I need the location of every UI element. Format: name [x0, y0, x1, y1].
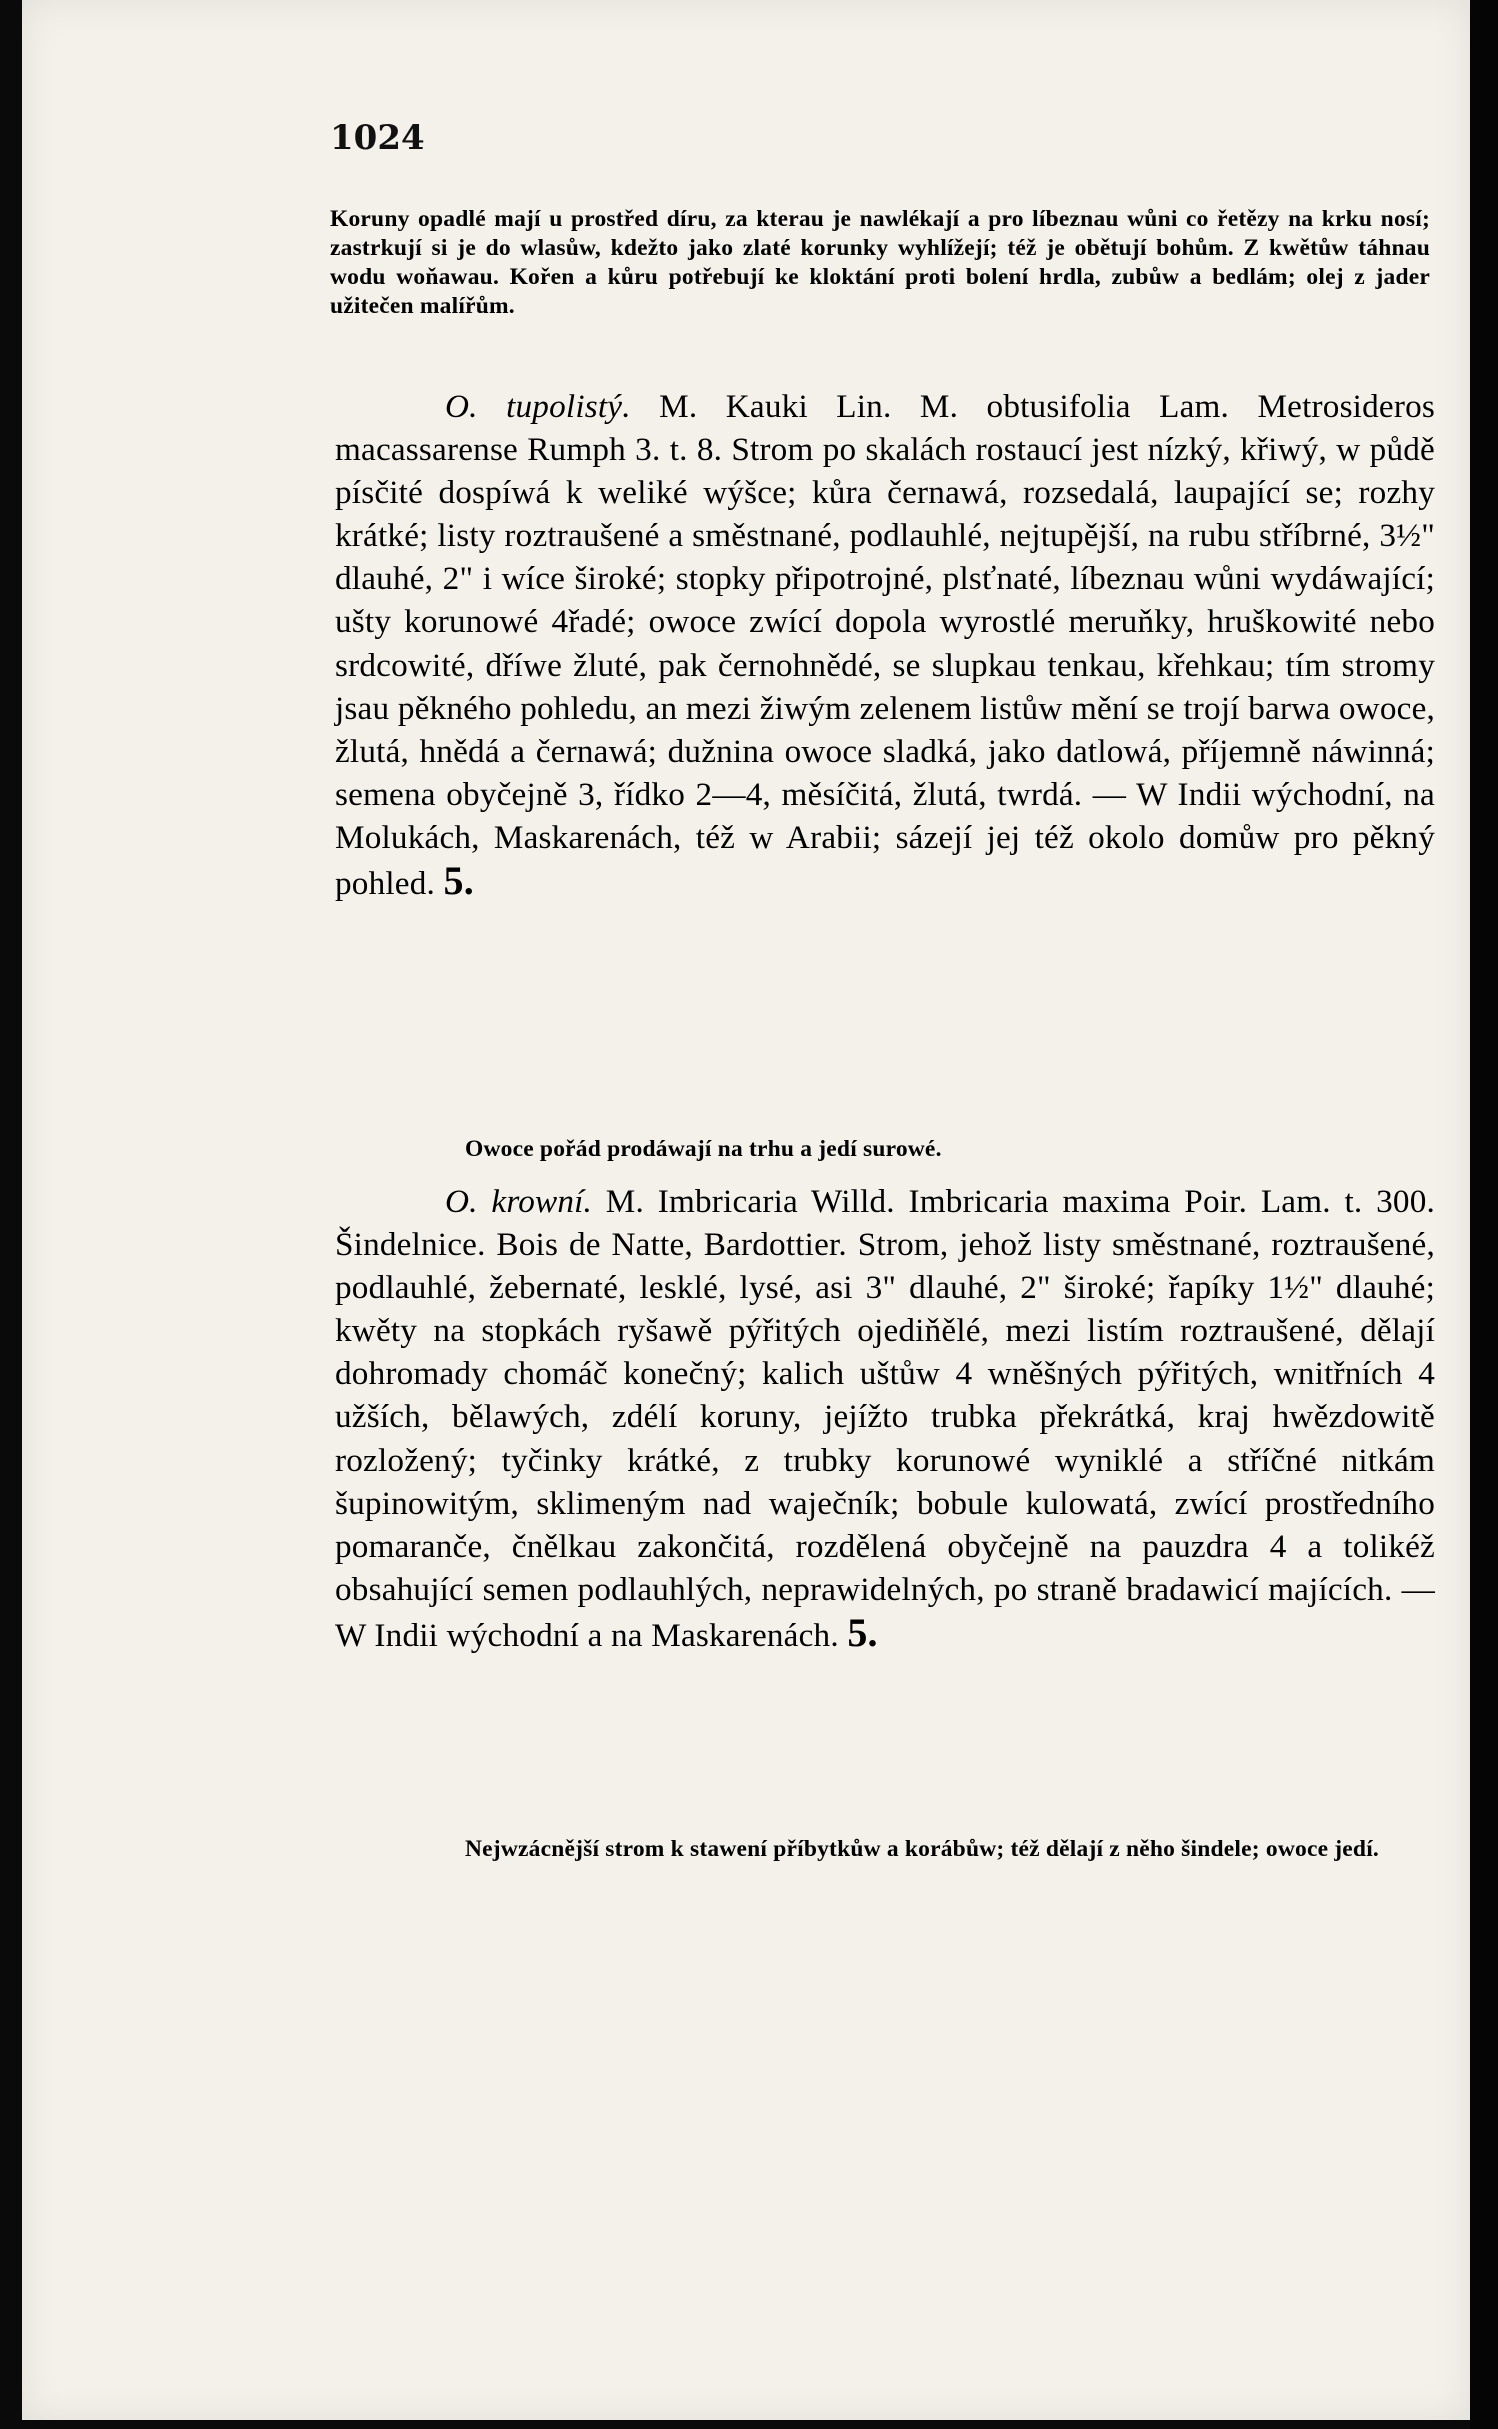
mark-five-2: 5. — [847, 1609, 878, 1655]
paragraph-crowns: Koruny opadlé mají u prostřed díru, za kterau je nawlékají a pro líbeznau wůni co řetězy na krku nosí; zastrkují si je do wlasůw, kdežto jako zlaté korunky wyhlížejí; též je obětují bohům. Z kwětůw táhnau wodu woňawau. Kořen a kůru potřebují ke kloktání proti bolení hrdla, zubůw a bedlám; olej z jader užitečen malířům. — [330, 206, 1430, 319]
species-heading-tupolisty: O. tupolistý. — [445, 388, 631, 425]
page-number: 1024 — [330, 118, 425, 158]
species-heading-krowni: O. krowní. — [445, 1183, 593, 1220]
species-description-krowni: M. Imbricaria Willd. Imbricaria maxima Poir. Lam. t. 300. Šindelnice. Bois de Natte, Bardottier. Strom, jehož listy směstnané, roztraušené, podlauhlé, žebernaté, lesklé, lysé, asi 3" dlauhé, 2" široké; řapíky 1½" dlauhé; kwěty na stopkách ryšawě pýřitých ojediňělé, mezi listím roztraušené, dělají dohromady chomáč konečný; kalich uštůw 4 wněšných pýřitých, wnitřních 4 užších, bělawých, zdélí koruny, jejížto trubka překrátká, kraj hwězdowitě rozložený; tyčinky krátké, z trubky korunowé wyniklé a stříčné nitkám šupinowitým, sklimeným nad waječník; bobule kulowatá, zwící prostředního pomaranče, čnělkau zakončitá, rozdělená obyčejně na pauzdra 4 a tolikéž obsahující semen podlauhlých, neprawidelných, po straně bradawicí majících. — W Indii wýchodní a na Maskarenách. — [335, 1183, 1435, 1654]
species-description-tupolisty: M. Kauki Lin. M. obtusifolia Lam. Metrosideros macassarense Rumph 3. t. 8. Strom po skalách rostaucí jest nízký, křiwý, w půdě písčité dospíwá k weliké wýšce; kůra černawá, rozsedalá, laupající se; rozhy krátké; listy roztraušené a směstnané, podlauhlé, nejtupější, na rubu stříbrné, 3½" dlauhé, 2" i wíce široké; stopky připotrojné, plsťnaté, líbeznau wůni wydáwající; ušty korunowé 4řadé; owoce zwící dopola wyrostlé meruňky, hruškowité nebo srdcowité, dříwe žluté, pak černohnědé, se slupkau tenkau, křehkau; tím stromy jsau pěkného pohledu, an mezi žiwým zelenem listůw mění se trojí barwa owoce, žlutá, hnědá a černawá; dužnina owoce sladká, jako datlowá, příjemně náwinná; semena obyčejně 3, řídko 2—4, měsíčitá, žlutá, twrdá. — W Indii wýchodní, na Molukách, Maskarenách, též w Arabii; sázejí jej též okolo domůw pro pěkný pohled. — [335, 388, 1435, 903]
paragraph-usage-note: Nejwzácnější strom k stawení příbytkůw a korábůw; též dělají z něho šindele; owoce jedí. — [465, 1836, 1380, 1862]
paragraph-fruit-note: Owoce pořád prodáwají na trhu a jedí surowé. — [465, 1136, 942, 1162]
paragraph-tupolisty — [335, 385, 1435, 905]
scan-border — [1470, 0, 1498, 2429]
mark-five: 5. — [443, 858, 474, 904]
paragraph-krowni — [335, 1180, 1435, 1657]
